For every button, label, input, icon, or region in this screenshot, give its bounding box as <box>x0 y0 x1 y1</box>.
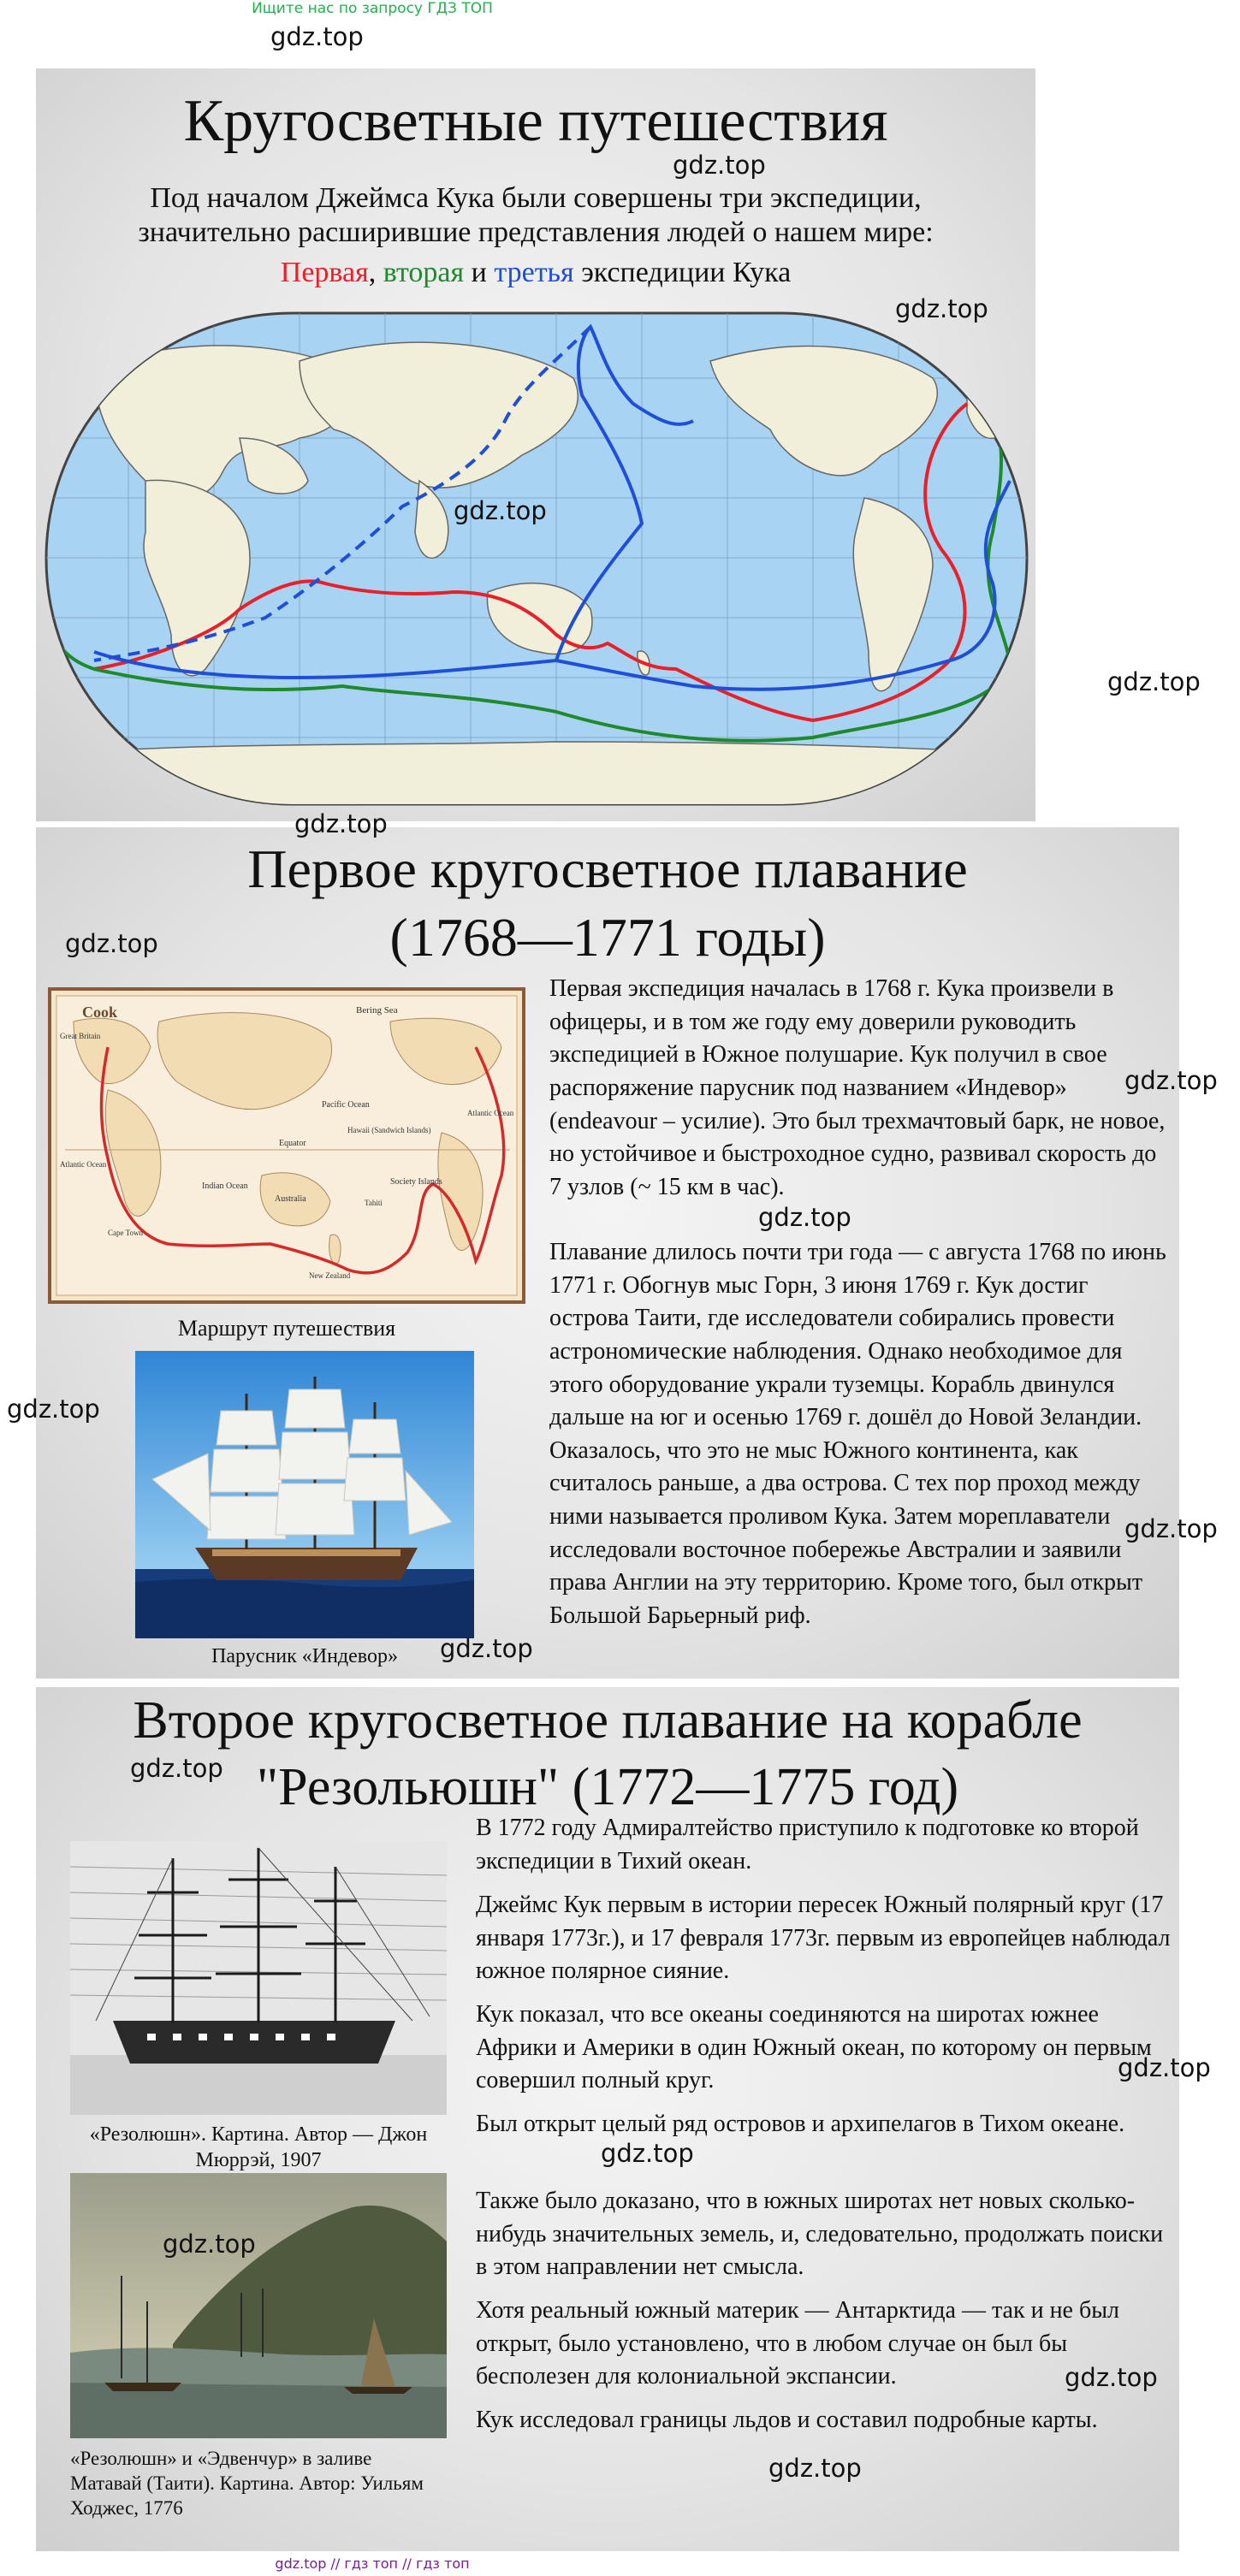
second-voyage-para4: Был открыт целый ряд островов и архипелагов в Тихом океане. <box>476 2111 1125 2137</box>
endeavour-ship-picture <box>135 1351 474 1638</box>
caption-matavai-bay: «Резолюшн» и «Эдвенчур» в заливе Матавай (Таити). Картина. Автор: Уильям Ходжес, 1776 <box>70 2448 424 2519</box>
caption-route: Маршрут путешествия <box>177 1316 396 1341</box>
search-hint-link[interactable]: Ищите нас по запросу ГДЗ ТОП <box>252 0 493 17</box>
watermark: gdz.top <box>1065 2363 1158 2392</box>
watermark: gdz.top <box>1118 2053 1211 2082</box>
watermark: gdz.top <box>895 294 988 323</box>
map-label-greatbr: Great Britain <box>60 1032 101 1040</box>
watermark: gdz.top <box>65 929 158 958</box>
second-voyage-para7: Кук исследовал границы льдов и составил подробные карты. <box>476 2407 1098 2433</box>
world-route-map <box>43 310 1030 808</box>
map-label-indian: Indian Ocean <box>202 1181 248 1191</box>
slide3-title-line1: Второе кругосветное плавание на корабле <box>133 1691 1083 1750</box>
second-voyage-para5: Также было доказано, что в южных широтах нет новых сколько-нибудь значительных земель, и, следовательно, продолжать поиски в этом направлении нет смысла. <box>476 2188 1164 2281</box>
watermark: gdz.top <box>130 1754 223 1783</box>
caption-resolution-engraving: «Резолюшн». Картина. Автор — Джон Мюррэй, 1907 <box>89 2123 428 2171</box>
legend-first: Первая <box>280 257 369 288</box>
map-label-cook: Cook <box>82 1004 118 1021</box>
second-voyage-para6: Хотя реальный южный материк — Антарктида — так и не был открыт, было установлено, что в любом случае он был бы бесполезен для колониальной экспансии. <box>476 2297 1120 2390</box>
watermark: gdz.top <box>7 1395 100 1424</box>
expedition-legend <box>36 257 1035 289</box>
legend-sep: , <box>368 257 377 288</box>
watermark: gdz.top <box>163 2230 256 2259</box>
watermark: gdz.top <box>454 496 547 525</box>
watermark: gdz.top <box>294 809 388 838</box>
map-label-hawaii: Hawaii (Sandwich Islands) <box>347 1126 431 1134</box>
map-label-tahiti: Tahiti <box>365 1199 383 1207</box>
map-label-equator: Equator <box>279 1139 306 1148</box>
first-voyage-route-map <box>48 987 525 1304</box>
second-voyage-para1: В 1772 году Адмиралтейство приступило к подготовке ко второй экспедиции в Тихий океан. <box>476 1815 1139 1874</box>
watermark: gdz.top <box>758 1203 851 1232</box>
watermark: gdz.top <box>768 2454 862 2483</box>
second-voyage-para3: Кук показал, что все океаны соединяются на широтах южнее Африки и Америки в один Южный океан, по которому он первым совершил полный круг. <box>476 2001 1152 2094</box>
watermark: gdz.top <box>270 22 364 51</box>
watermark: gdz.top <box>1107 667 1201 696</box>
first-voyage-para2: Плавание длилось почти три года — с августа 1768 по июнь 1771 г. Обогнув мыс Горн, 3 июня 1769 г. Кук достиг острова Таити, где исследователи собирались провести астрономические наблюдения. Однако необходимое для этого оборудование украли туземцы. Корабль двинулся дальше на юг и осенью 1769 г. дошёл до Новой Зеландии. Оказалось, что это не мыс Южного континента, как считалось раньше, а два острова. С тех пор проход между ними называется проливом Кука. Затем мореплаватели исследовали восточное побережье Австралии и заявили права Англии на эту территорию. Кроме того, был открыт Большой Барьерный риф. <box>549 1239 1166 1629</box>
map-label-atlantic-r: Atlantic Ocean <box>467 1109 514 1117</box>
footer-links[interactable]: gdz.top // гдз топ // гдз топ <box>275 2555 470 2572</box>
slide-second-voyage <box>36 1687 1179 2551</box>
slide1-subtitle-line2: значительно расширившие представления людей о нашем мире: <box>138 216 934 248</box>
watermark: gdz.top <box>601 2139 694 2168</box>
watermark: gdz.top <box>673 151 766 180</box>
map-label-pacific: Pacific Ocean <box>322 1100 370 1110</box>
slide-circumnavigations <box>36 68 1035 821</box>
slide1-subtitle-line1: Под началом Джеймса Кука были совершены три экспедиции, <box>150 182 922 214</box>
caption-ship: Парусник «Индевор» <box>211 1645 398 1667</box>
legend-second: вторая <box>383 257 465 288</box>
map-label-atlantic-l: Atlantic Ocean <box>60 1160 107 1169</box>
map-label-society: Society Islands <box>390 1177 442 1187</box>
slide2-title-line1: Первое кругосветное плавание <box>247 838 968 899</box>
slide2-title-line2: (1768—1771 годы) <box>389 907 826 968</box>
map-label-cape: Cape Town <box>108 1229 143 1237</box>
legend-rest: экспедиции Кука <box>581 257 792 288</box>
map-label-bering: Bering Sea <box>356 1005 398 1016</box>
legend-third: третья <box>494 257 574 288</box>
second-voyage-para2: Джеймс Кук первым в истории пересек Южный полярный круг (17 января 1773г.), и 17 февраля 1773г. первым из европейцев наблюдал южное полярное сияние. <box>476 1892 1171 1985</box>
map-label-australia: Australia <box>275 1194 306 1204</box>
watermark: gdz.top <box>1124 1514 1218 1543</box>
resolution-engraving-picture <box>70 1841 447 2115</box>
watermark: gdz.top <box>1124 1066 1218 1095</box>
legend-and: и <box>471 257 487 288</box>
slide1-title: Кругосветные путешествия <box>183 88 888 154</box>
slide-first-voyage <box>36 827 1179 1679</box>
watermark: gdz.top <box>440 1634 533 1663</box>
matavai-bay-painting-picture <box>70 2173 447 2438</box>
slide3-title-line2: "Резольюшн" (1772—1775 год) <box>256 1758 959 1816</box>
first-voyage-para1: Первая экспедиция началась в 1768 г. Кука произвели в офицеры, и в том же году ему доверили руководить экспедицией в Южное полушарие. Кук получил в свое распоряжение парусник под названием «Индевор» (endeavour – усилие). Это был трехмачтовый барк, не новое, но устойчивое и быстроходное судно, развивал скорость до 7 узлов (~ 15 км в час). <box>549 975 1166 1200</box>
map-label-nz: New Zealand <box>309 1271 351 1280</box>
